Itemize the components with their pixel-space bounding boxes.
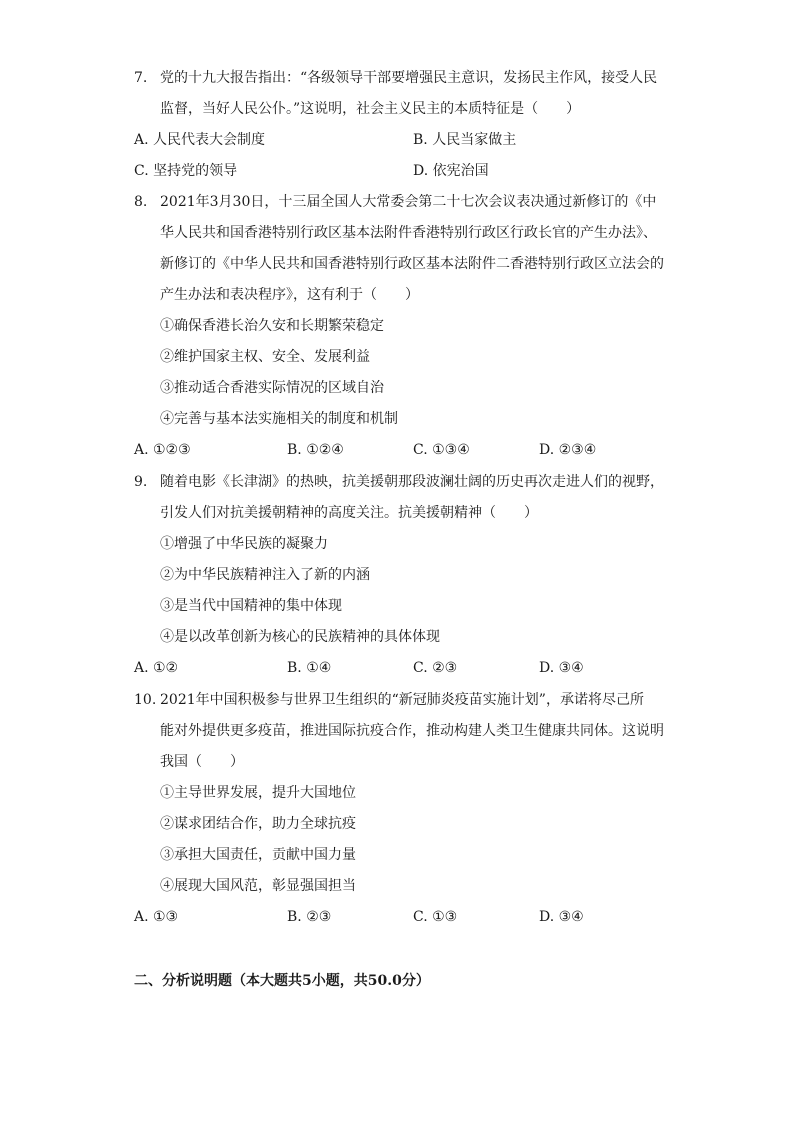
option-d: D. 依宪治国	[413, 163, 489, 179]
statement-item: ①增强了中华民族的凝聚力	[160, 536, 328, 552]
statement-item: ②谋求团结合作，助力全球抗疫	[160, 816, 356, 832]
question-stem-line: 引发人们对抗美援朝精神的高度关注。抗美援朝精神（ ）	[160, 505, 538, 521]
question-stem-line: 我国（ ）	[160, 754, 244, 770]
option-d: D. ②③④	[539, 442, 597, 458]
option-b: B. ①④	[287, 660, 332, 676]
statement-item: ③推动适合香港实际情况的区域自治	[160, 380, 384, 396]
question-number: 7.	[134, 70, 148, 86]
statement-item: ③是当代中国精神的集中体现	[160, 598, 342, 614]
statement-item: ①确保香港长治久安和长期繁荣稳定	[160, 318, 384, 334]
statement-item: ④是以改革创新为核心的民族精神的具体体现	[160, 629, 440, 645]
option-d: D. ③④	[539, 660, 584, 676]
option-c: C. 坚持党的领导	[134, 163, 238, 179]
question-stem-line: 党的十九大报告指出：“各级领导干部要增强民主意识，发扬民主作风，接受人民	[160, 70, 658, 86]
statement-item: ②为中华民族精神注入了新的内涵	[160, 567, 370, 583]
option-a: A. ①③	[134, 909, 179, 925]
option-a: A. ①②	[134, 660, 179, 676]
option-b: B. ②③	[287, 909, 332, 925]
statement-item: ①主导世界发展，提升大国地位	[160, 785, 356, 801]
question-stem-line: 能对外提供更多疫苗，推进国际抗疫合作，推动构建人类卫生健康共同体。这说明	[160, 723, 664, 739]
question-stem-line: 华人民共和国香港特别行政区基本法附件香港特别行政区行政长官的产生办法》、	[160, 225, 657, 241]
statement-item: ②维护国家主权、安全、发展利益	[160, 349, 370, 365]
option-b: B. ①②④	[287, 442, 344, 458]
question-stem-line: 2021年3月30日，十三届全国人大常委会第二十七次会议表决通过新修订的《中	[160, 194, 657, 210]
question-stem-line: 2021年中国积极参与世界卫生组织的“新冠肺炎疫苗实施计划”，承诺将尽己所	[160, 692, 644, 708]
question-stem-line: 产生办法和表决程序》，这有利于（ ）	[160, 287, 419, 303]
question-number: 10.	[134, 692, 157, 708]
question-number: 9.	[134, 474, 148, 490]
statement-item: ④展现大国风范，彰显强国担当	[160, 878, 356, 894]
option-c: C. ①③④	[413, 442, 470, 458]
option-a: A. ①②③	[134, 442, 191, 458]
question-stem-line: 新修订的《中华人民共和国香港特别行政区基本法附件二香港特别行政区立法会的	[160, 256, 664, 272]
statement-item: ④完善与基本法实施相关的制度和机制	[160, 411, 398, 427]
question-stem-line: 监督，当好人民公仆。”这说明，社会主义民主的本质特征是（ ）	[160, 101, 581, 117]
statement-item: ③承担大国责任，贡献中国力量	[160, 847, 356, 863]
option-a: A. 人民代表大会制度	[134, 132, 266, 148]
option-c: C. ①③	[413, 909, 458, 925]
section-title: 二、分析说明题（本大题共5小题，共50.0分）	[134, 973, 430, 989]
question-number: 8.	[134, 194, 148, 210]
option-d: D. ③④	[539, 909, 584, 925]
option-b: B. 人民当家做主	[413, 132, 517, 148]
option-c: C. ②③	[413, 660, 458, 676]
question-stem-line: 随着电影《长津湖》的热映，抗美援朝那段波澜壮阔的历史再次走进人们的视野，	[160, 474, 664, 490]
